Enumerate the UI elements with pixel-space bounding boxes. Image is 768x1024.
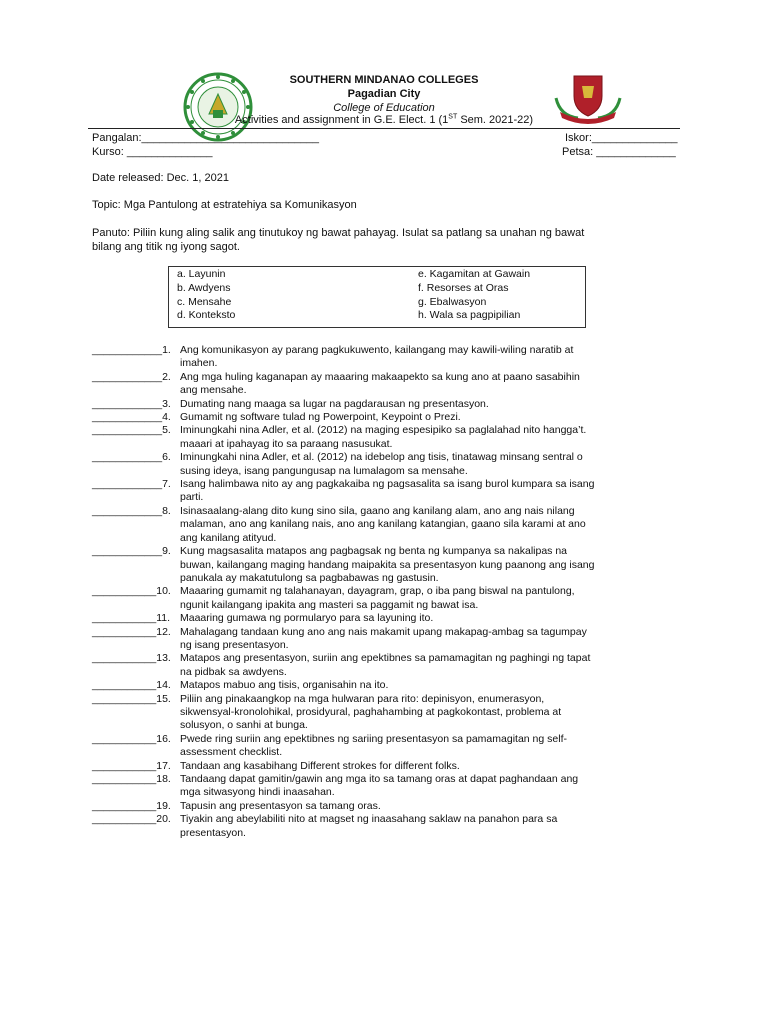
- question-text: Tapusin ang presentasyon sa tamang oras.: [180, 799, 381, 812]
- question-text: Tandaang dapat gamitin/gawin ang mga ito sa tamang oras at dapat paghandaan ang mga sitwasyong hindi inaasahan.: [180, 773, 579, 799]
- question-item: [92, 612, 682, 625]
- answer-blank[interactable]: ____________6.: [92, 451, 171, 464]
- choice-f: f. Resorses at Oras: [418, 282, 509, 294]
- answer-blank[interactable]: ____________8.: [92, 504, 171, 517]
- answer-blank[interactable]: ____________9.: [92, 545, 171, 558]
- choices-box: [168, 266, 586, 328]
- answer-blank[interactable]: ___________18.: [92, 773, 171, 785]
- question-item: [92, 813, 682, 840]
- activity-title-prefix: Activities and assignment in G.E. Elect. 1 (1: [234, 114, 449, 126]
- answer-blank[interactable]: ____________1.: [92, 344, 171, 356]
- answer-blank[interactable]: ___________10.: [92, 585, 171, 598]
- score-field[interactable]: Iskor:______________: [565, 132, 678, 144]
- answer-blank[interactable]: ___________19.: [92, 799, 171, 812]
- answer-blank[interactable]: ____________5.: [92, 424, 171, 437]
- question-item: [92, 424, 682, 451]
- answer-blank[interactable]: ___________11.: [92, 612, 171, 625]
- question-item: [92, 545, 682, 585]
- school-name: SOUTHERN MINDANAO COLLEGES: [289, 74, 479, 86]
- question-text: Tiyakin ang abeylabiliti nito at magset ng inaasahang saklaw na panahon para sa presentasyon.: [180, 813, 558, 839]
- question-item: [92, 773, 682, 800]
- answer-blank[interactable]: ___________13.: [92, 652, 171, 665]
- question-text: Iminungkahi nina Adler, et al. (2012) na maging espesipiko sa paglalahad nito hangga’t. maaari at ipahayag ito sa paraang nasusukat.: [180, 424, 587, 450]
- question-text: Pwede ring suriin ang epektibnes ng sariing presentasyon sa pamamagitan ng self- assessment checklist.: [180, 732, 567, 759]
- answer-blank[interactable]: ____________2.: [92, 370, 171, 383]
- question-text: Gumamit ng software tulad ng Powerpoint, Keypoint o Prezi.: [180, 411, 461, 424]
- question-item: [92, 398, 682, 411]
- date-released: Date released: Dec. 1, 2021: [92, 172, 229, 184]
- college-name: College of Education: [333, 102, 435, 114]
- choice-e: e. Kagamitan at Gawain: [418, 268, 531, 280]
- question-text: Mahalagang tandaan kung ano ang nais makamit upang makapag-ambag sa tagumpay ng isang presentasyon.: [180, 625, 587, 651]
- answer-blank[interactable]: ___________12.: [92, 625, 171, 638]
- answer-blank[interactable]: ___________14.: [92, 679, 171, 692]
- question-text: Matapos ang presentasyon, suriin ang epektibnes sa pamamagitan ng paghingi ng tapat na pidbak sa awdyens.: [180, 652, 591, 678]
- question-item: [92, 478, 682, 505]
- question-text: Tandaan ang kasabihang Different strokes for different folks.: [180, 759, 460, 772]
- activity-title-sup: ST: [448, 113, 458, 121]
- instructions-line-1: Panuto: Piliin kung aling salik ang tinutukoy ng bawat pahayag. Isulat sa patlang sa unahan ng bawat: [92, 227, 585, 239]
- question-text: Isinasaalang-alang dito kung sino sila, gaano ang kanilang alam, ano ang nais nilang malaman, ano ang kanilang nais, ano ang kanilang katangian, gaano sila karami at ano ang kanilang atityud.: [180, 504, 586, 544]
- question-item: [92, 679, 682, 692]
- question-item: [92, 451, 682, 478]
- answer-blank[interactable]: ___________15.: [92, 692, 171, 705]
- choice-b: b. Awdyens: [177, 282, 231, 294]
- question-text: Iminungkahi nina Adler, et al. (2012) na idebelop ang tisis, tinatawag minsang sentral o susing ideya, isang pangungusap na lumalagom sa mensahe.: [180, 451, 583, 477]
- answer-blank[interactable]: ____________4.: [92, 411, 171, 424]
- question-item: [92, 760, 682, 773]
- question-text: Maaaring gumamit ng talahanayan, dayagram, grap, o iba pang biswal na pantulong, ngunit kailangang ipakita ang masteri sa paggamit ng bawat isa.: [180, 585, 575, 611]
- date-field[interactable]: Petsa: _____________: [562, 146, 676, 158]
- question-list: [92, 344, 682, 840]
- question-text: Dumating nang maaga sa lugar na pagdarausan ng presentasyon.: [180, 397, 489, 410]
- answer-blank[interactable]: ___________20.: [92, 813, 171, 826]
- answer-blank[interactable]: ____________7.: [92, 478, 171, 491]
- question-text: Ang komunikasyon ay parang pagkukuwento, kailangang may kawili-wiling naratib at imahen.: [180, 344, 574, 370]
- question-item: [92, 411, 682, 424]
- question-item: [92, 371, 682, 398]
- question-text: Matapos mabuo ang tisis, organisahin na ito.: [180, 679, 389, 692]
- topic: Topic: Mga Pantulong at estratehiya sa Komunikasyon: [92, 199, 357, 211]
- activity-title: [0, 114, 768, 127]
- school-city: Pagadian City: [347, 88, 421, 100]
- question-text: Maaaring gumawa ng pormularyo para sa layuning ito.: [180, 612, 434, 625]
- question-text: Kung magsasalita matapos ang pagbagsak ng benta ng kumpanya sa nakalipas na buwan, kailangang maging handang maipakita sa presentasyon kung paanong ang isang panukala ay makatutulong sa pagbabawas ng gastusin.: [180, 545, 595, 584]
- answer-blank[interactable]: ___________17.: [92, 759, 171, 772]
- question-item: [92, 585, 682, 612]
- question-item: [92, 626, 682, 653]
- name-field[interactable]: Pangalan:_____________________________: [92, 132, 319, 144]
- question-text: Ang mga huling kaganapan ay maaaring makaapekto sa kung ano at paano sasabihin ang mensahe.: [180, 370, 580, 397]
- question-item: [92, 693, 682, 733]
- question-text: Isang halimbawa nito ay ang pagkakaiba ng pagsasalita sa isang burol kumpara sa isang parti.: [180, 478, 595, 504]
- answer-blank[interactable]: ___________16.: [92, 732, 171, 745]
- choice-c: c. Mensahe: [177, 296, 232, 308]
- question-item: [92, 800, 682, 813]
- question-item: [92, 505, 682, 545]
- choice-a: a. Layunin: [177, 268, 226, 280]
- activity-title-suffix: Sem. 2021-22): [460, 114, 534, 126]
- answer-blank[interactable]: ____________3.: [92, 397, 171, 410]
- header-divider: [88, 128, 680, 129]
- question-item: [92, 652, 682, 679]
- question-item: [92, 344, 682, 371]
- choice-h: h. Wala sa pagpipilian: [418, 309, 521, 321]
- choice-d: d. Konteksto: [177, 309, 236, 321]
- question-item: [92, 733, 682, 760]
- question-text: Piliin ang pinakaangkop na mga hulwaran para rito: depinisyon, enumerasyon, sikwensyal-kronolohikal, prosidyural, paghahambing at pagkokontast, problema at solusyon, o sanhi at bunga.: [180, 692, 562, 732]
- choice-g: g. Ebalwasyon: [418, 296, 487, 308]
- instructions-line-2: bilang ang titik ng iyong sagot.: [92, 241, 240, 253]
- course-field[interactable]: Kurso: ______________: [92, 146, 213, 158]
